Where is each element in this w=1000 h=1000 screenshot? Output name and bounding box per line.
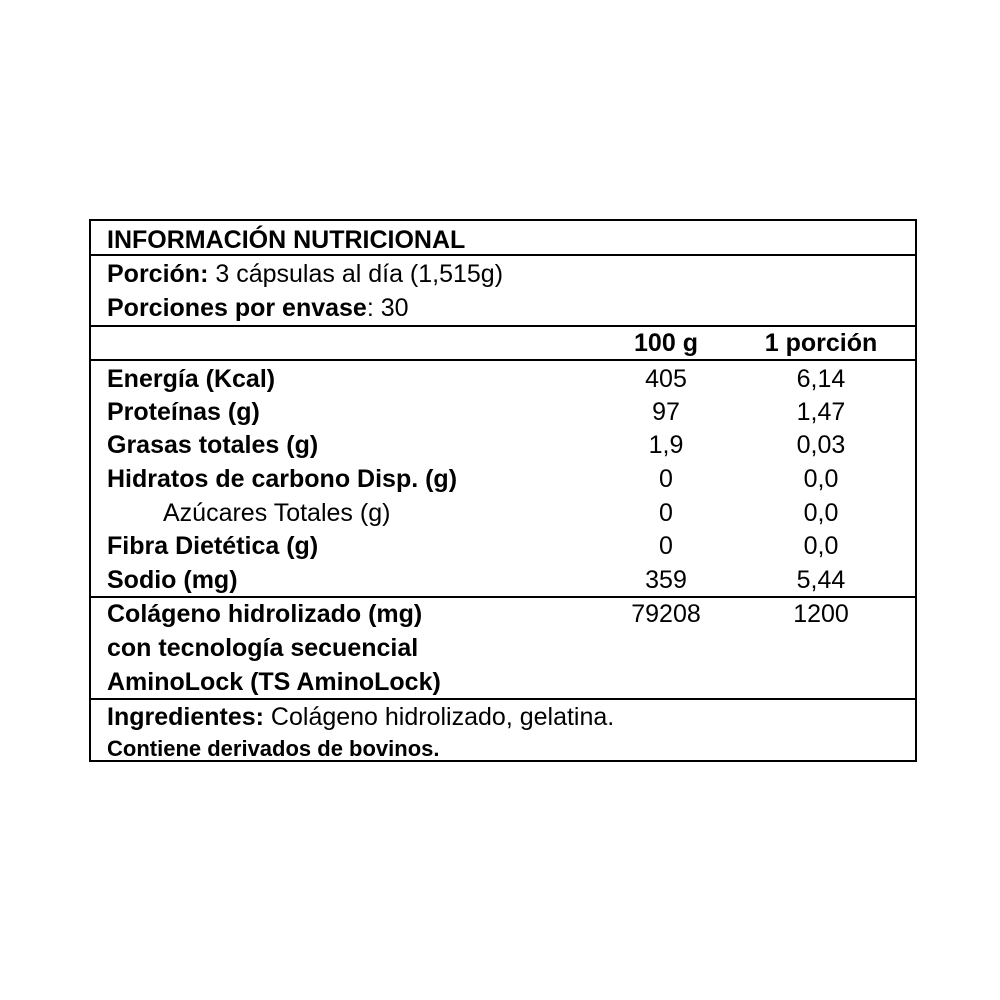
nutrition-facts-table <box>89 219 917 762</box>
row-protein-name: Proteínas (g) <box>107 398 260 426</box>
ingredients-line <box>107 702 614 732</box>
column-header-100g: 100 g <box>634 329 698 357</box>
row-carbs-100g: 0 <box>659 465 673 493</box>
row-carbs-name: Hidratos de carbono Disp. (g) <box>107 465 458 493</box>
bovine-note: Contiene derivados de bovinos. <box>107 736 440 761</box>
row-fat-portion: 0,03 <box>796 431 846 459</box>
row-energy-portion: 6,14 <box>796 365 846 393</box>
row-sodium-100g: 359 <box>645 566 687 594</box>
row-fat-100g: 1,9 <box>648 431 684 459</box>
divider <box>91 359 915 361</box>
divider <box>91 254 915 256</box>
row-energy-100g: 405 <box>645 365 687 393</box>
row-energy-name: Energía (Kcal) <box>107 365 276 393</box>
row-sugars-portion: 0,0 <box>803 499 839 527</box>
collagen-line-2: con tecnología secuencial <box>107 634 419 662</box>
row-fiber-portion: 0,0 <box>803 532 839 560</box>
row-protein-100g: 97 <box>652 398 680 426</box>
row-sugars-100g: 0 <box>659 499 673 527</box>
row-sugars-name: Azúcares Totales (g) <box>163 499 391 527</box>
ingredients-label: Ingredientes: <box>107 703 264 731</box>
row-sodium-portion: 5,44 <box>796 566 846 594</box>
portion-label: Porción: <box>107 260 209 288</box>
portions-per-package-label: Porciones por envase <box>107 294 367 322</box>
portion-value: 3 cápsulas al día (1,515g) <box>208 260 504 288</box>
divider <box>91 698 915 700</box>
portion-line <box>107 259 503 289</box>
column-header-portion: 1 porción <box>764 329 878 357</box>
row-fiber-100g: 0 <box>659 532 673 560</box>
portions-per-package-value: : 30 <box>366 294 409 322</box>
divider <box>91 596 915 598</box>
collagen-100g: 79208 <box>631 600 701 628</box>
table-title: INFORMACIÓN NUTRICIONAL <box>107 226 466 254</box>
portions-per-package-line <box>107 293 409 323</box>
collagen-line-3: AminoLock (TS AminoLock) <box>107 668 441 696</box>
collagen-line-1: Colágeno hidrolizado (mg) <box>107 600 423 628</box>
row-sodium-name: Sodio (mg) <box>107 566 238 594</box>
row-carbs-portion: 0,0 <box>803 465 839 493</box>
row-protein-portion: 1,47 <box>796 398 846 426</box>
ingredients-value: Colágeno hidrolizado, gelatina. <box>263 703 615 731</box>
divider <box>91 325 915 327</box>
collagen-portion: 1200 <box>793 600 849 628</box>
row-fat-name: Grasas totales (g) <box>107 431 319 459</box>
row-fiber-name: Fibra Dietética (g) <box>107 532 319 560</box>
